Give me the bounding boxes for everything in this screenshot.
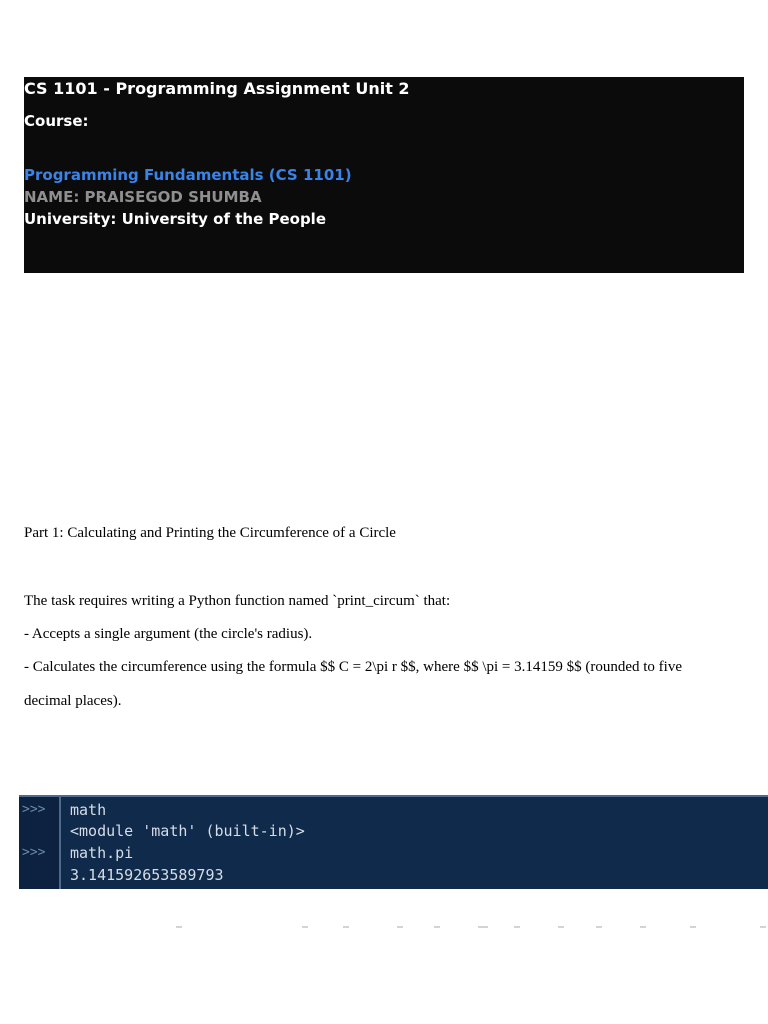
bullet-circumference-formula-continued: decimal places). (24, 693, 122, 709)
shell-output-line: 3.141592653589793 (70, 866, 224, 884)
assignment-title: CS 1101 - Programming Assignment Unit 2 (24, 79, 410, 98)
course-name: Programming Fundamentals (CS 1101) (24, 166, 352, 184)
shell-prompt: >>> (22, 845, 46, 860)
bullet-circumference-formula: - Calculates the circumference using the formula $$ C = 2\pi r $$, where $$ \pi = 3.14159 $$ (rounded to five (24, 659, 682, 675)
shell-prompt: >>> (22, 802, 46, 817)
python-shell-screenshot (19, 795, 768, 889)
shell-input-line: math.pi (70, 844, 134, 862)
intro-paragraph: The task requires writing a Python function named `print_circum` that: (24, 593, 451, 609)
student-name: NAME: PRAISEGOD SHUMBA (24, 188, 262, 206)
shell-output-line: <module 'math' (built-in)> (70, 822, 305, 840)
bullet-radius-argument: - Accepts a single argument (the circle's radius). (24, 626, 313, 642)
part-heading: Part 1: Calculating and Printing the Circumference of a Circle (24, 525, 396, 541)
document-header-block (24, 77, 744, 273)
course-label: Course: (24, 112, 89, 130)
shell-input-line: math (70, 801, 107, 819)
faint-scan-artifact (0, 922, 768, 934)
university-line: University: University of the People (24, 210, 326, 228)
